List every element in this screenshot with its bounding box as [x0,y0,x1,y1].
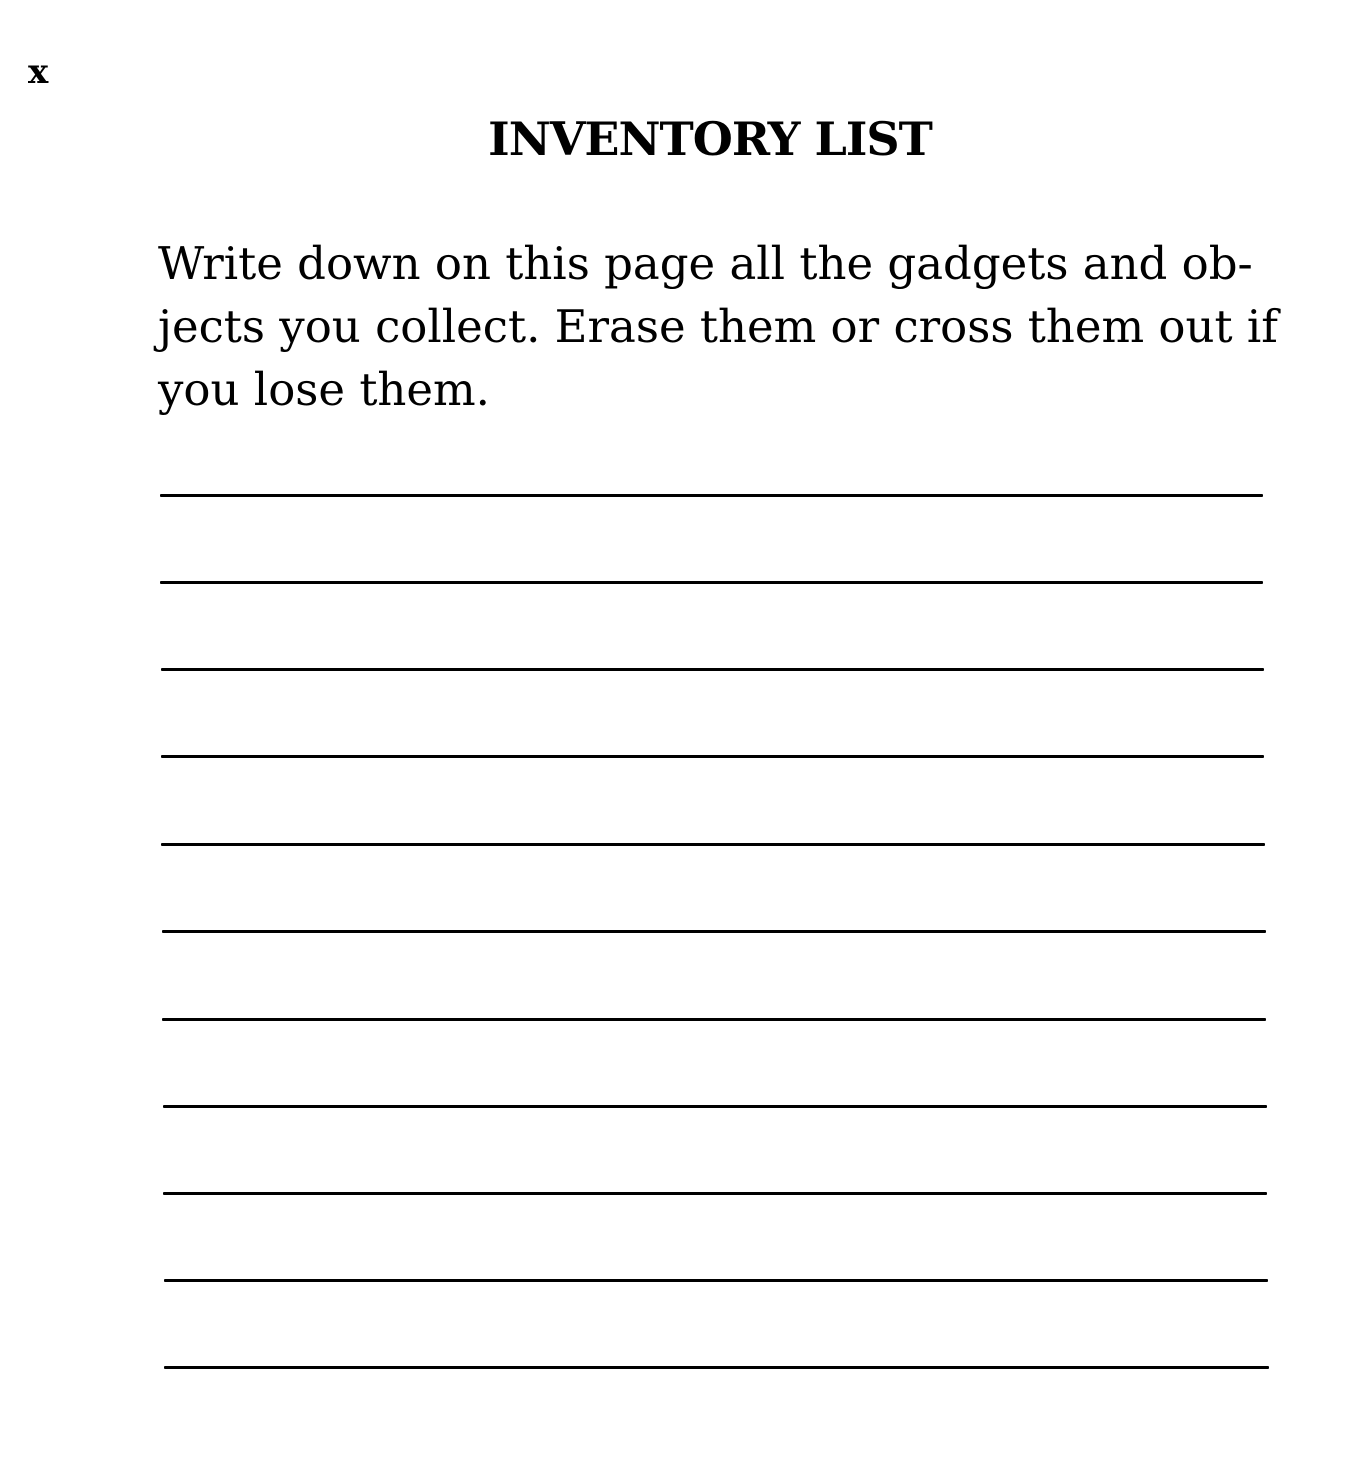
instructions-paragraph [158,232,1278,421]
page-number: x [28,52,49,92]
writing-line[interactable] [163,1105,1267,1108]
instructions-line-1: Write down on this page all the gadgets and ob- [158,237,1253,290]
writing-line[interactable] [162,1018,1266,1021]
writing-line[interactable] [160,494,1263,497]
writing-line[interactable] [164,1366,1269,1369]
page-title: INVENTORY LIST [488,112,932,166]
writing-line[interactable] [163,1192,1267,1195]
writing-line[interactable] [161,755,1264,758]
writing-line[interactable] [162,930,1266,933]
writing-line[interactable] [161,668,1264,671]
writing-line[interactable] [164,1279,1268,1282]
writing-line[interactable] [160,581,1263,584]
writing-line[interactable] [161,843,1265,846]
instructions-line-2: jects you collect. Erase them or cross them out if [158,300,1278,353]
instructions-line-3: you lose them. [158,363,490,416]
